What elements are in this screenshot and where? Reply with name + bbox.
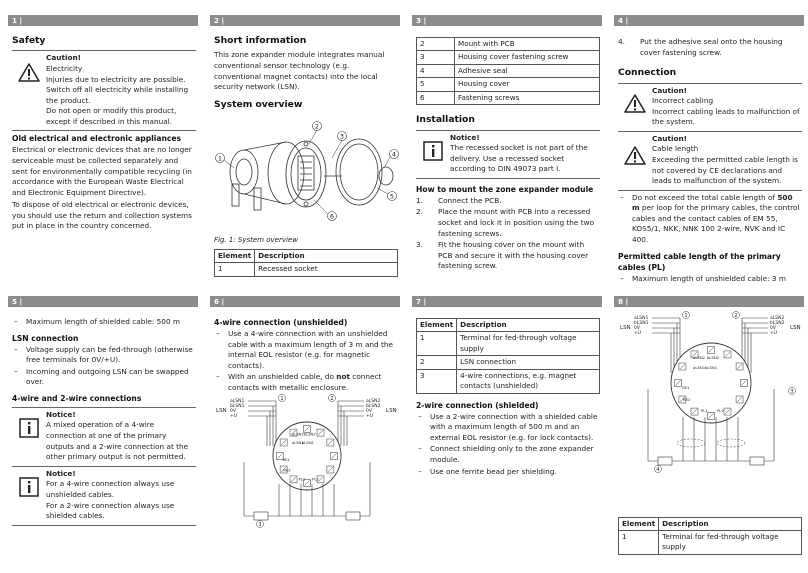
module-terminal-label: aLSN1 [291,440,304,446]
list-item: – Voltage supply can be fed-through (otherwise free terminals for 0V/+U). [12,345,196,366]
callout-3: 3 [790,388,794,395]
panel-2 [210,15,400,277]
panel-1 [8,15,198,234]
shielding [717,439,745,447]
table-cell: 1 [619,531,659,555]
table-cell: Housing cover fastening screw [455,51,600,64]
info-icon [423,141,443,161]
caution-line: Cable length [652,144,699,154]
caution-title: Caution! [652,133,687,143]
callout-1: 1 [280,396,284,403]
permitted-heading: Permitted cable length of the primary cables (PL) [618,251,781,272]
panel-header: 8 | [614,296,804,307]
appliances-text: Electrical or electronic devices that are no longer serviceable must be collected separately and sent for environmentally compatible recycling (in accordance with the European Waste Electrical and Electronic Equipment Directive). [12,145,192,197]
list-item [416,196,600,207]
table-cell: 5 [417,78,455,91]
module-terminal-label: bLSN2 [707,355,720,360]
table-cell: 3 [417,369,457,393]
howto-heading: How to mount the zone expander module [416,184,594,194]
panel-header: 4 | [614,15,804,26]
recessed-socket [230,142,304,210]
wire-heading: 4-wire and 2-wire connections [12,393,142,403]
exploded-view-figure [214,114,400,229]
table-row [417,91,600,104]
shielding [677,439,705,447]
contact-symbol [750,457,764,465]
caution-line: Injuries due to electricity are possible. Switch off all electricity while installing the product. [46,74,189,105]
table-cell: LSN connection [457,356,600,369]
notice-title: Notice! [46,468,76,478]
list-item: – Use a 2-wire connection with a shielded cable with a maximum length of 500 m and an external EOL resistor (e.g. for lock contacts). [416,412,600,444]
callout-5: 5 [389,192,395,201]
callout-6: 6 [329,212,335,221]
elements-table [416,318,600,394]
module-terminal-label: PL2 [312,476,319,482]
housing-cover [336,139,382,205]
module-terminal-label: aLSN1 [693,365,706,370]
list-item: – Maximum length of shielded cable: 500 m [12,317,196,328]
caution-notice [618,134,802,187]
callout-2: 2 [314,122,320,131]
terminal-label: aLSN2 [366,399,381,405]
list-item: – Incoming and outgoing LSN can be swapped over. [12,367,196,388]
terminal-label: aLSN2 [770,316,785,321]
terminal-label: 0V [634,326,640,331]
notice [12,469,196,522]
module-terminal-label: PL1 [298,476,306,482]
notice-title: Notice! [450,132,480,142]
dispose-text: To dispose of old electrical or electronic devices, you should use the return and collection systems put in place in the country concerned. [12,200,192,231]
table-header: Description [255,249,398,262]
module-terminal-label: RE1 [682,385,690,390]
callout-3: 3 [339,132,345,141]
lsn-label: LSN [620,325,631,331]
step-number: 4. [618,37,625,46]
callout-2: 2 [330,396,334,403]
table-cell: 1 [417,332,457,356]
callout-1: 1 [217,154,223,163]
safety-heading: Safety [12,35,46,46]
figure-caption: Fig. 1: System overview [214,235,298,244]
callout-1: 1 [684,312,688,319]
table-row [417,38,600,51]
terminal-label: +U [634,331,642,336]
four-wire-heading: 4-wire connection (unshielded) [214,318,348,327]
panel-8 [614,296,804,555]
terminal-label: bLSN2 [366,404,381,410]
panel-4 [614,15,804,285]
table-header: Element [619,517,659,530]
callout-2: 2 [734,312,738,319]
appliances-heading: Old electrical and electronic appliances [12,134,182,144]
divider [12,50,196,51]
warning-icon [18,63,40,82]
module-terminal-label: aLSN2 [291,432,304,438]
table-row [417,356,600,369]
panel-header: 3 | [412,15,602,26]
caution-line: Electricity [46,63,83,73]
table-cell: 4 [417,64,455,77]
divider [618,131,802,132]
module-terminal-label: PL2 [717,407,724,413]
callout-4: 4 [391,150,397,159]
table-row [417,332,600,356]
table-cell: Recessed socket [255,263,398,276]
lsn-label: LSN [790,325,801,331]
table-row [417,369,600,393]
table-cell: Fastening screws [455,91,600,104]
notice-text: For a 2-wire connection always use shielded cables. [46,500,175,521]
caution-line: Exceeding the permitted cable length is not covered by CE declarations and leads to malfunction of the system. [652,154,798,186]
lsn-label: LSN [216,408,227,415]
table-cell: 3 [417,51,455,64]
short-info-heading: Short information [214,35,307,46]
bullet-list [214,329,398,393]
step-text: Place the mount with PCB into a recessed socket and lock it in position using the two fastening screws. [438,207,595,238]
terminal-label: aLSN1 [230,399,245,405]
info-icon [19,418,39,438]
panel-header: 5 | [8,296,198,307]
panel-header: 6 | [210,296,400,307]
terminal-label: +U [366,414,374,420]
terminal-label: 0V [366,409,372,415]
table-cell: Terminal for fed-through voltage supply [457,332,600,356]
installation-heading: Installation [416,114,475,126]
table-cell: 2 [417,356,457,369]
table-row [417,64,600,77]
contact-symbol [254,512,268,520]
list-item: – Connect shielding only to the zone expander module. [416,444,600,465]
contact-symbol [658,457,672,465]
module-terminal-label: PL1 [701,407,708,413]
list-item: – Do not exceed the total cable length of 500 m per loop for the primary cables, the control cables and the contact cables of EM 55, KOS5/1, NKK, NNK 100 2-wire, NVK and IC 400. [618,193,802,246]
step-number: 3. [416,240,423,250]
two-wire-diagram [618,311,804,509]
step-text: Fit the housing cover on the mount with PCB and secure it with the housing cover fastening screw. [438,240,589,271]
terminal-label: aLSN1 [634,316,649,321]
elements-table [618,517,802,555]
notice-text: A mixed operation of a 4-wire connection at one of the primary outputs and a 2-wire connection at the other primary output is not permitted. [46,420,189,462]
bullet-list [12,317,196,328]
caution-title: Caution! [652,85,687,95]
table-header: Element [417,319,457,332]
terminal-label: 0V [230,409,236,415]
notice-title: Notice! [46,409,76,419]
notice [12,410,196,463]
list-item [416,240,600,272]
panel-header: 2 | [210,15,400,26]
table-header: Description [659,517,802,530]
table-cell: 2 [417,38,455,51]
module-terminal-label: bLSN1 [301,440,315,446]
terminal-label: bLSN1 [634,321,649,326]
caution-notice [12,53,196,127]
step-text: Connect the PCB. [438,195,502,205]
table-cell: Adhesive seal [455,64,600,77]
callout-4: 4 [656,466,660,473]
panel-5 [8,296,198,528]
short-info-text: This zone expander module integrates manual conventional sensor technology (e.g. conventional magnet contacts) into the local security network (LSN). [214,50,385,92]
list-item [416,207,600,239]
elements-table-cont [416,37,600,105]
module-terminal-label: bLSN1 [705,365,718,370]
terminal-label: 0V [770,326,776,331]
table-row [417,51,600,64]
list-item [618,37,802,58]
step-number: 2. [416,207,423,217]
module-terminal-label: bLSN2 [303,432,316,438]
step-number: 1. [416,195,423,205]
module-terminal-label: RE1 [282,457,290,463]
panel-header: 1 | [8,15,198,26]
notice-text: The recessed socket is not part of the delivery. Use a recessed socket according to DIN 49073 part I. [450,143,588,174]
bullet-list [416,412,600,477]
caution-title: Caution! [46,53,81,63]
divider [416,130,600,131]
list-item: – Use one ferrite bead per shielding. [416,467,600,478]
module-terminal-label: RE2 [683,397,691,402]
callout-3: 3 [258,522,262,529]
table-header: Description [457,319,600,332]
two-wire-heading: 2-wire connection (shielded) [416,400,539,410]
terminal-label: bLSN2 [770,321,785,326]
table-row [619,531,802,555]
divider [618,83,802,84]
warning-icon [624,146,646,165]
divider [12,130,196,131]
table-cell: Housing cover [455,78,600,91]
notice-text: For a 4-wire connection always use unshielded cables. [46,479,175,499]
module-terminal-label: aLSN2 [693,355,706,360]
panel-header: 7 | [412,296,602,307]
steps-list [416,196,600,272]
list-item: – With an unshielded cable, do not connect contacts with metallic enclosure. [214,372,398,393]
list-item: – Use a 4-wire connection with an unshielded cable with a maximum length of 3 m and the internal EOL resistor (e.g. for magnetic contacts). [214,329,398,371]
table-cell: Terminal for fed-through voltage supply [659,531,802,555]
info-icon [19,477,39,497]
panel-7 [412,296,602,478]
divider [618,190,802,191]
lsn-heading: LSN connection [12,333,79,343]
terminal-label: +U [230,414,238,420]
divider [12,407,196,408]
divider [416,178,600,179]
bullet-list [618,193,802,246]
divider [12,466,196,467]
bullet-list [618,274,802,285]
panel-3 [412,15,602,273]
bullet-list [12,345,196,388]
table-header: Element [215,249,255,262]
contact-symbol [346,512,360,520]
four-wire-diagram [214,394,400,544]
list-item: – Maximum length of unshielded cable: 3 m [618,274,802,285]
table-row [417,78,600,91]
warning-icon [624,94,646,113]
notice [416,133,600,175]
elements-table [214,249,398,277]
mount-pcb [286,141,326,207]
steps-list [618,37,802,58]
terminal-label: +U [770,331,778,336]
table-cell: Mount with PCB [455,38,600,51]
divider [12,525,196,526]
system-overview-heading: System overview [214,98,303,110]
table-row [215,263,398,276]
caution-notice [618,86,802,128]
table-cell: 1 [215,263,255,276]
table-cell: 6 [417,91,455,104]
connection-heading: Connection [618,67,677,79]
terminal-label: bLSN1 [230,404,245,410]
table-cell: 4-wire connections, e.g. magnet contacts (unshielded) [457,369,600,393]
caution-line: Do not open or modify this product, except if described in this manual. [46,106,177,126]
lsn-label: LSN [386,408,397,415]
module-terminal-label: RE2 [283,467,291,473]
panel-6 [210,296,400,548]
caution-line: Incorrect cabling [652,96,714,106]
step-text: Put the adhesive seal onto the housing cover fastening screw. [640,37,783,57]
adhesive-seal [379,167,393,185]
caution-line: Incorrect cabling leads to malfunction of the system. [652,106,800,127]
